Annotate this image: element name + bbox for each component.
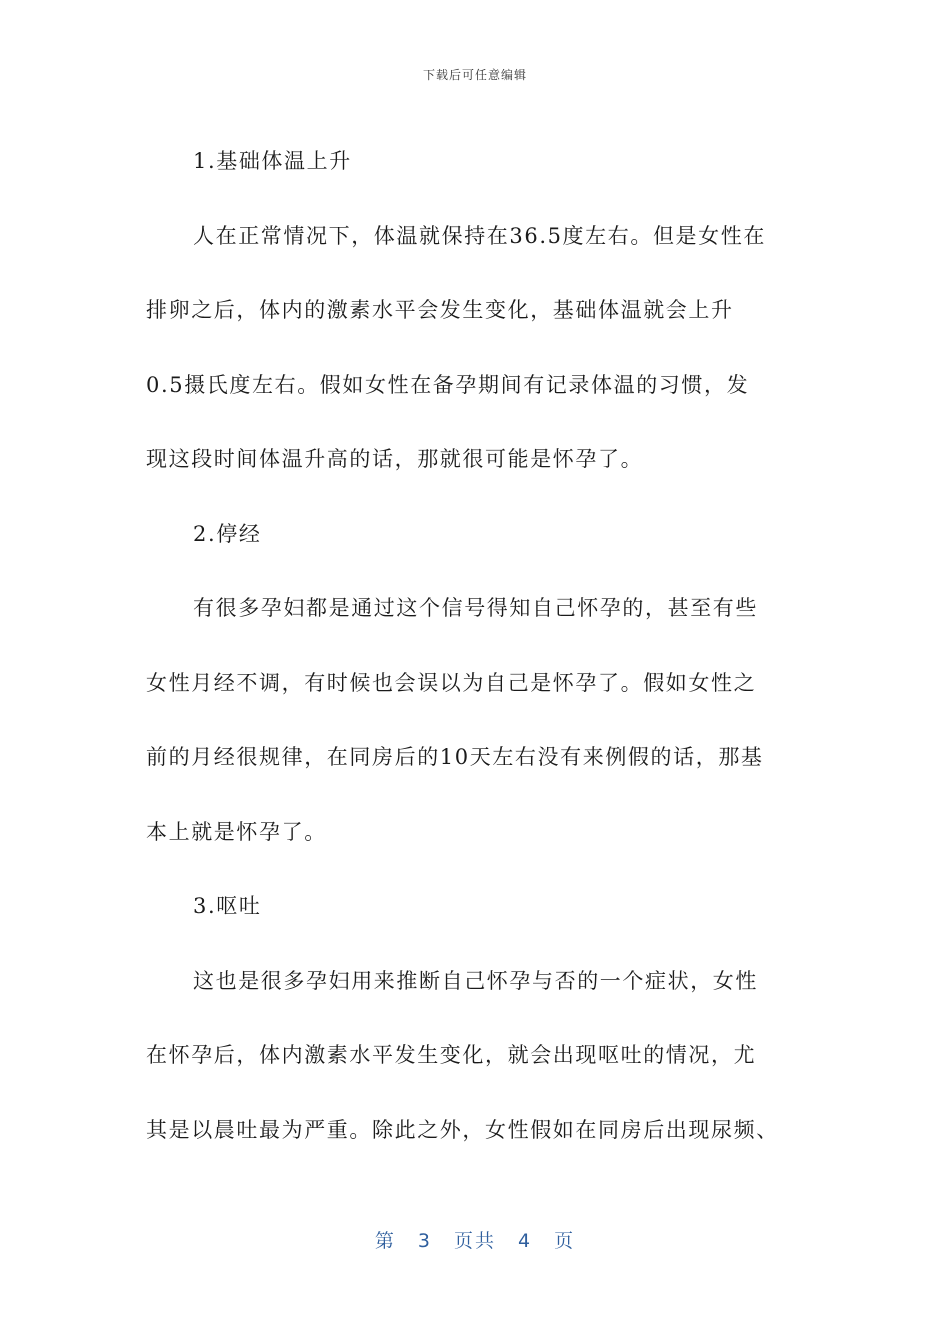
footer-suffix: 页: [554, 1230, 576, 1252]
text-line: 2.停经: [193, 521, 262, 546]
text-line: 在怀孕后，体内激素水平发生变化，就会出现呕吐的情况，尤: [146, 1043, 757, 1067]
footer-prefix: 第: [374, 1230, 396, 1252]
paragraph-missed-period: [146, 571, 808, 869]
text-line: 女性月经不调，有时候也会误以为自己是怀孕了。假如女性之: [146, 670, 757, 695]
document-body: [146, 124, 808, 1167]
text-line: 排卵之后，体内的激素水平会发生变化，基础体温就会上升: [146, 298, 734, 322]
text-line: 3.呕吐: [193, 894, 262, 918]
text-line: 1.基础体温上升: [193, 149, 352, 173]
text-line: 本上就是怀孕了。: [146, 819, 327, 844]
text-line: 有很多孕妇都是通过这个信号得知自己怀孕的，甚至有些: [193, 596, 758, 620]
page-footer: [0, 1226, 950, 1253]
paragraph-vomiting: [146, 944, 808, 1168]
footer-middle: 页共: [453, 1230, 496, 1252]
section-heading-3: [146, 869, 808, 944]
footer-current-page: 3: [417, 1230, 432, 1252]
text-line: 这也是很多孕妇用来推断自己怀孕与否的一个症状，女性: [193, 968, 758, 993]
text-line: 人在正常情况下，体温就保持在36.5度左右。但是女性在: [193, 223, 766, 248]
section-heading-2: [146, 497, 808, 572]
section-heading-1: [146, 124, 808, 199]
text-line: 0.5摄氏度左右。假如女性在备孕期间有记录体温的习惯，发: [146, 372, 750, 397]
page-header: 下载后可任意编辑: [422, 68, 527, 82]
paragraph-basal-temperature: [146, 199, 808, 497]
text-line: 前的月经很规律，在同房后的10天左右没有来例假的话，那基: [146, 745, 764, 769]
footer-total-pages: 4: [518, 1230, 533, 1252]
text-line: 其是以晨吐最为严重。除此之外，女性假如在同房后出现尿频、: [146, 1117, 779, 1142]
text-line: 现这段时间体温升高的话，那就很可能是怀孕了。: [146, 447, 644, 471]
